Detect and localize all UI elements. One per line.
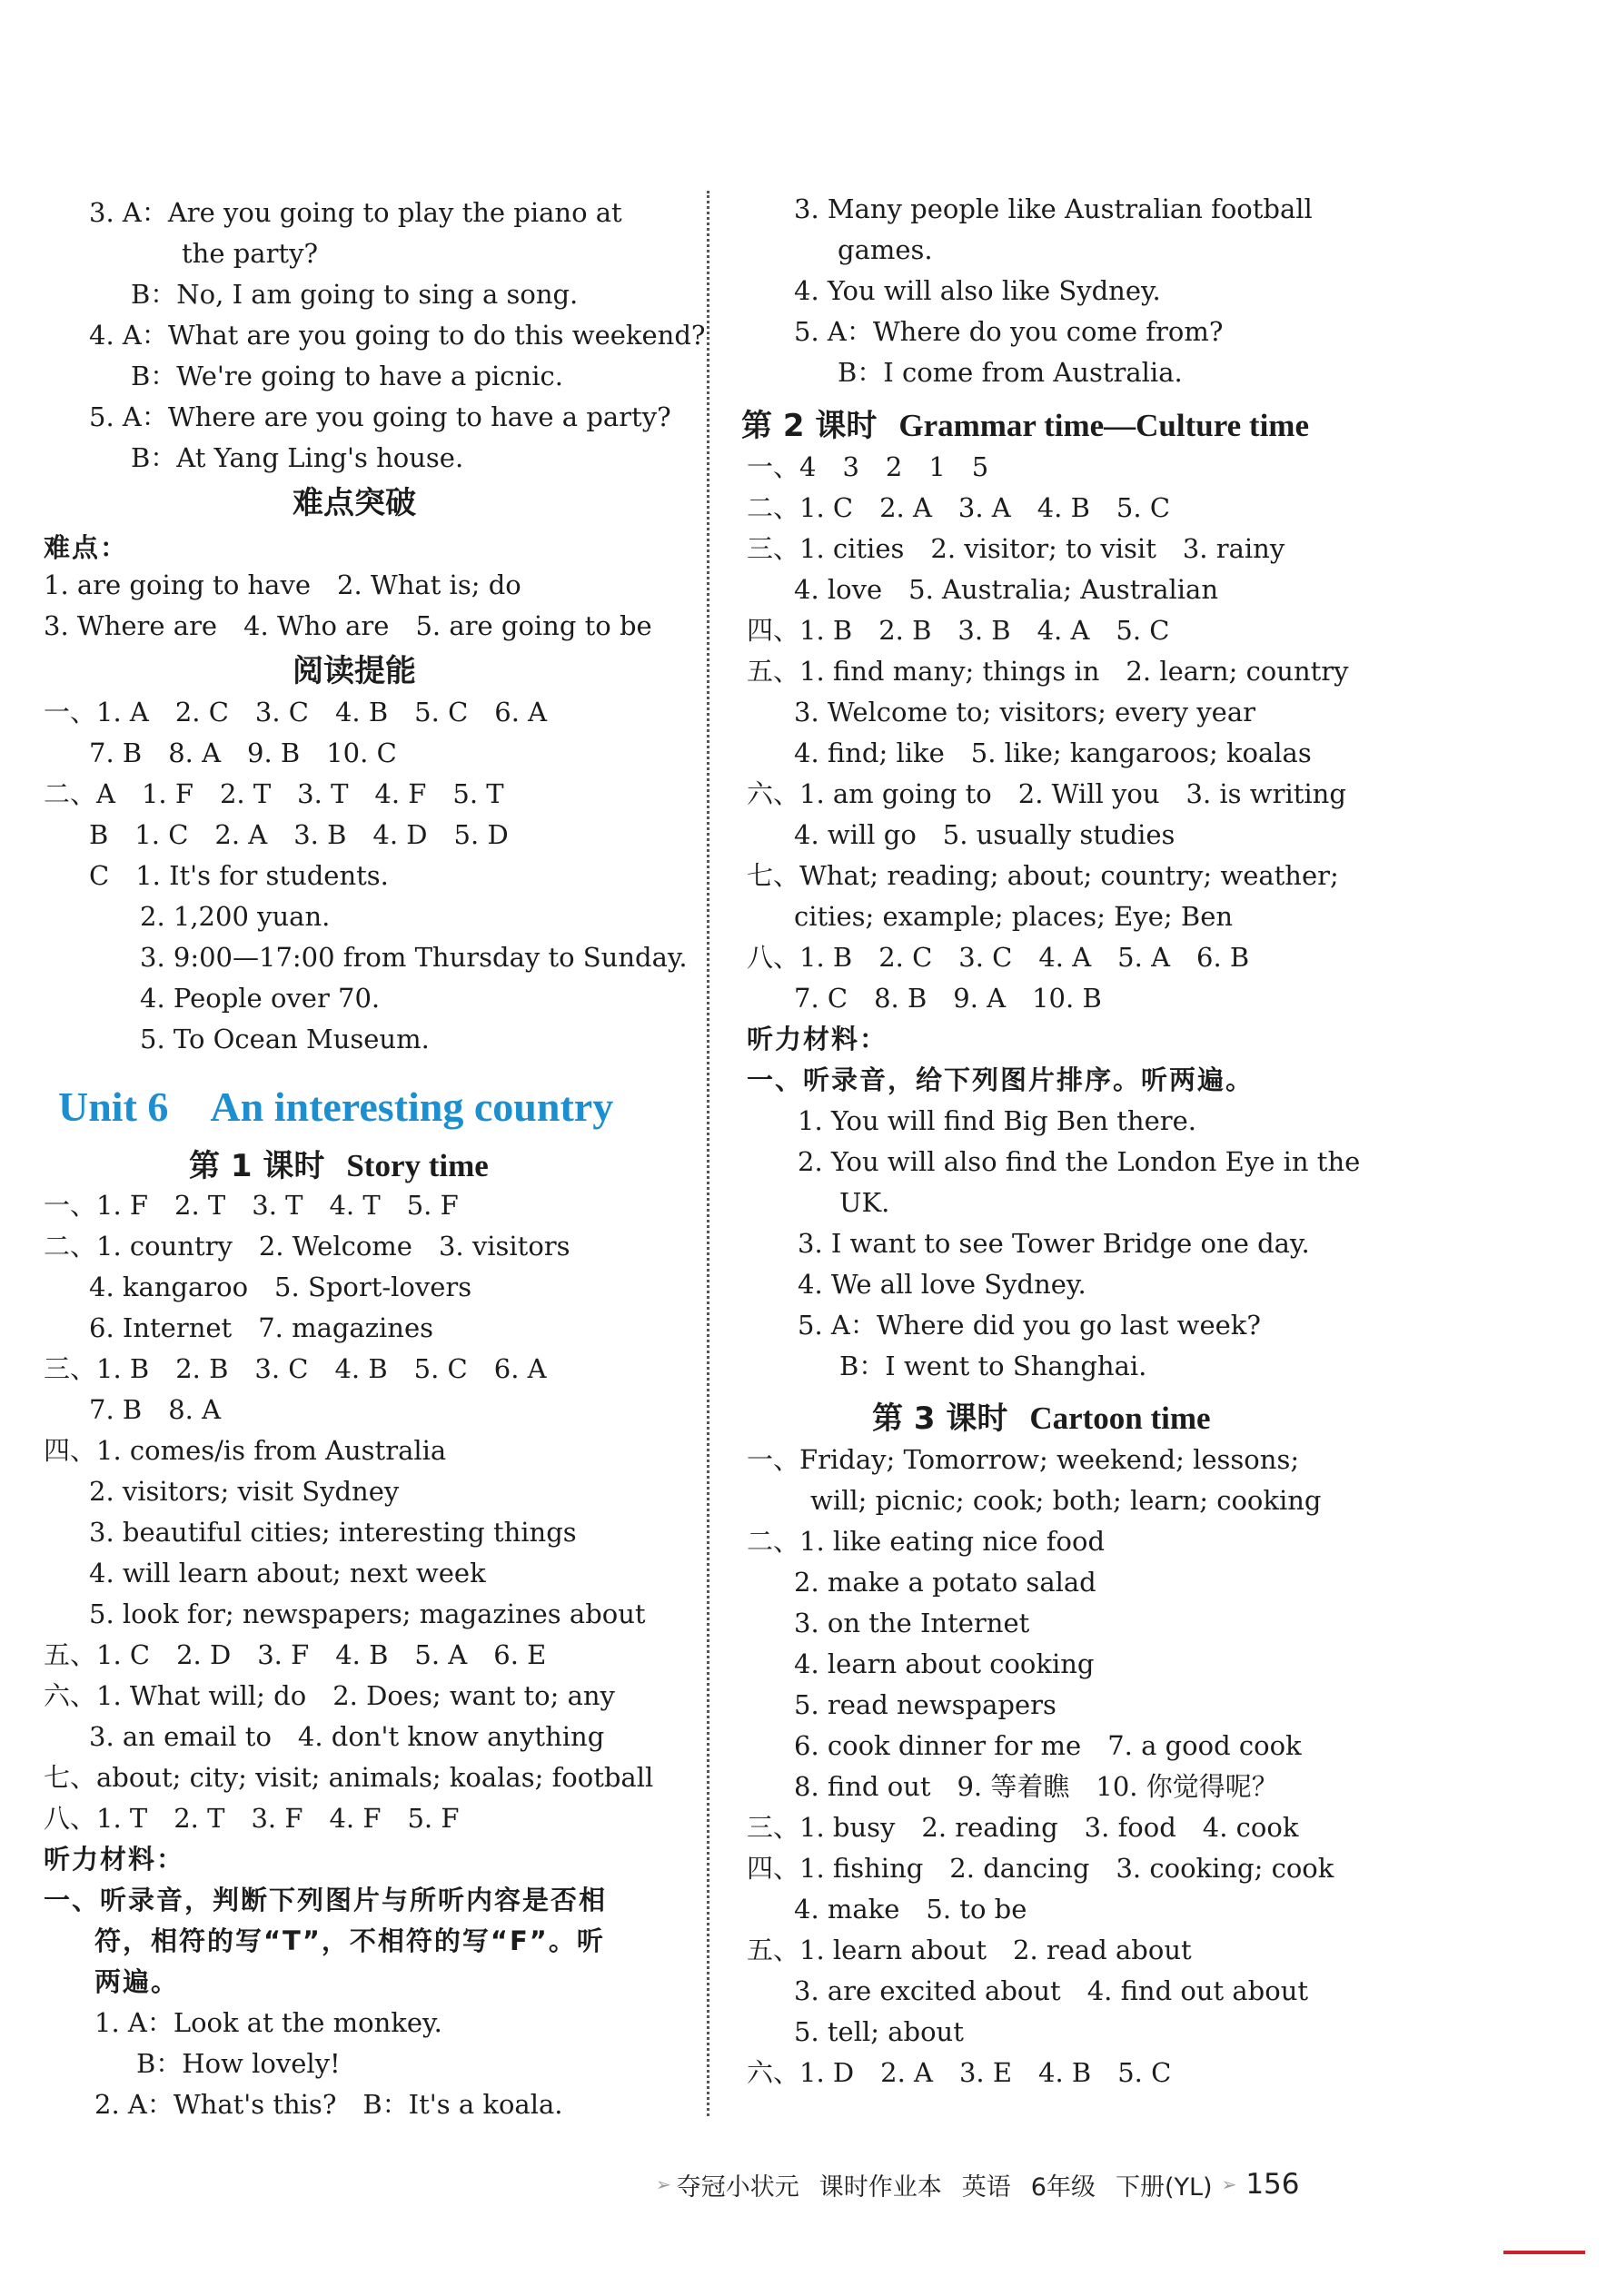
answer-line: 7. B 8. A	[89, 1394, 222, 1425]
answer-line: 2. You will also find the London Eye in the	[798, 1146, 1361, 1177]
answer-line: 5. A：Where do you come from?	[794, 316, 1224, 347]
lesson-number: 第 2 课时	[741, 408, 878, 444]
answer-line: 5. To Ocean Museum.	[140, 1024, 430, 1054]
answer-line: 3. beautiful cities; interesting things	[89, 1517, 577, 1548]
answer-line: 3. are excited about 4. find out about	[794, 1975, 1309, 2006]
answer-line: 5. read newspapers	[794, 1689, 1056, 1720]
answer-line: cities; example; places; Eye; Ben	[794, 901, 1234, 932]
footer-grade: 6年级	[1030, 2172, 1096, 2202]
section-heading-difficulty: 难点突破	[293, 485, 416, 521]
answer-line: will; picnic; cook; both; learn; cooking	[810, 1485, 1322, 1516]
answer-line: 2. make a potato salad	[794, 1567, 1096, 1598]
answer-line: B：How lovely!	[136, 2048, 341, 2079]
answer-line: B：I went to Shanghai.	[839, 1351, 1147, 1381]
answer-line: 三、1. B 2. B 3. C 4. B 5. C 6. A	[44, 1353, 547, 1384]
answer-line: B：At Yang Ling's house.	[131, 442, 464, 473]
answer-line: 七、about; city; visit; animals; koalas; football	[44, 1762, 654, 1793]
answer-line: 五、1. learn about 2. read about	[747, 1935, 1192, 1965]
answer-line: 4. love 5. Australia; Australian	[794, 574, 1219, 605]
answer-line: 7. C 8. B 9. A 10. B	[794, 983, 1102, 1014]
answer-line: 三、1. busy 2. reading 3. food 4. cook	[747, 1812, 1299, 1843]
lesson-heading	[872, 1393, 1211, 1438]
instruction-line: 一、听录音，判断下列图片与所听内容是否相	[44, 1885, 608, 1915]
arrow-right-icon: ➢	[656, 2173, 671, 2195]
answer-line: 一、1. F 2. T 3. T 4. T 5. F	[44, 1190, 459, 1221]
listening-label: 听力材料：	[747, 1024, 888, 1054]
answer-line: 4. find; like 5. like; kangaroos; koalas	[794, 737, 1312, 768]
answer-line: 2. visitors; visit Sydney	[89, 1476, 400, 1507]
answer-line: 二、1. C 2. A 3. A 4. B 5. C	[747, 492, 1171, 523]
answer-line: 1. A：Look at the monkey.	[94, 2007, 442, 2038]
arrow-right-icon: ➢	[1221, 2173, 1237, 2195]
answer-line: 一、Friday; Tomorrow; weekend; lessons;	[747, 1444, 1300, 1475]
answer-line: 3. on the Internet	[794, 1608, 1030, 1638]
answer-line: 七、What; reading; about; country; weather;	[747, 860, 1339, 891]
answer-line: games.	[838, 234, 933, 265]
answer-line: 二、1. country 2. Welcome 3. visitors	[44, 1231, 570, 1262]
answer-line: 3. A：Are you going to play the piano at	[89, 197, 622, 228]
answer-line: 5. tell; about	[794, 2016, 964, 2047]
answer-line: 4. will go 5. usually studies	[794, 819, 1175, 850]
answer-line: 五、1. C 2. D 3. F 4. B 5. A 6. E	[44, 1639, 547, 1670]
answer-line: UK.	[839, 1187, 890, 1218]
answer-line: 六、1. am going to 2. Will you 3. is writing	[747, 778, 1346, 809]
column-divider	[707, 191, 709, 2116]
answer-line: 4. make 5. to be	[794, 1894, 1027, 1925]
answer-line: B：I come from Australia.	[838, 357, 1183, 388]
answer-line: B：We're going to have a picnic.	[131, 361, 563, 391]
answer-line: B：No, I am going to sing a song.	[131, 279, 579, 310]
answer-line: 3. Many people like Australian football	[794, 193, 1313, 224]
answer-line: 八、1. B 2. C 3. C 4. A 5. A 6. B	[747, 942, 1250, 973]
answer-line: 八、1. T 2. T 3. F 4. F 5. F	[44, 1803, 460, 1834]
answer-line: the party?	[182, 238, 319, 269]
footer-volume: 下册(YL)	[1115, 2172, 1213, 2202]
answer-line: 6. Internet 7. magazines	[89, 1312, 433, 1343]
answer-line: 7. B 8. A 9. B 10. C	[89, 737, 397, 768]
answer-line: 3. 9:00—17:00 from Thursday to Sunday.	[140, 942, 688, 973]
answer-line: 5. A：Where are you going to have a party?	[89, 401, 671, 432]
answer-line: 一、4 3 2 1 5	[747, 451, 989, 482]
answer-line: 四、1. comes/is from Australia	[44, 1435, 447, 1466]
lesson-name: Story time	[346, 1148, 489, 1183]
answer-line: 4. A：What are you going to do this weekend?	[89, 320, 706, 351]
answer-line: 1. are going to have 2. What is; do	[44, 569, 521, 600]
answer-line: 五、1. find many; things in 2. learn; country	[747, 656, 1349, 687]
answer-line: 一、1. A 2. C 3. C 4. B 5. C 6. A	[44, 697, 548, 727]
lesson-number: 第 3 课时	[872, 1400, 1008, 1437]
answer-line: 4. We all love Sydney.	[798, 1269, 1086, 1300]
answer-line: 6. cook dinner for me 7. a good cook	[794, 1730, 1302, 1761]
answer-line: 四、1. B 2. B 3. B 4. A 5. C	[747, 615, 1170, 646]
section-heading-reading: 阅读提能	[293, 653, 416, 689]
footer-subject: 英语	[961, 2172, 1011, 2202]
page-number: 156	[1245, 2168, 1300, 2201]
answer-line: 4. You will also like Sydney.	[794, 275, 1161, 306]
page-footer	[650, 2166, 1300, 2202]
footer-book: 课时作业本	[818, 2172, 942, 2202]
footer-brand: 夺冠小状元	[676, 2172, 799, 2202]
answer-line: 8. find out 9. 等着瞧 10. 你觉得呢？	[794, 1771, 1278, 1802]
answer-line: 4. learn about cooking	[794, 1648, 1095, 1679]
answer-line: 3. Where are 4. Who are 5. are going to be	[44, 610, 652, 641]
lesson-name: Grammar time—Culture time	[898, 408, 1309, 443]
answer-line: 3. I want to see Tower Bridge one day.	[798, 1228, 1310, 1259]
answer-line: 3. Welcome to; visitors; every year	[794, 697, 1255, 727]
answer-line: 1. You will find Big Ben there.	[798, 1105, 1197, 1136]
answer-line: B 1. C 2. A 3. B 4. D 5. D	[89, 819, 509, 850]
lesson-heading	[741, 401, 1309, 445]
lesson-number: 第 1 课时	[189, 1148, 325, 1184]
instruction-line: 一、听录音，给下列图片排序。听两遍。	[747, 1064, 1255, 1095]
answer-line: 4. will learn about; next week	[89, 1558, 486, 1588]
answer-line: 二、A 1. F 2. T 3. T 4. F 5. T	[44, 778, 504, 809]
answer-line: 4. People over 70.	[140, 983, 381, 1014]
instruction-line: 两遍。	[94, 1966, 180, 1997]
instruction-line: 符，相符的写“T”，不相符的写“F”。听	[94, 1925, 605, 1956]
difficulty-label: 难点：	[44, 532, 129, 563]
footer-accent-bar	[1503, 2251, 1585, 2254]
answer-line: 2. 1,200 yuan.	[140, 901, 331, 932]
answer-line: 2. A：What's this? B：It's a koala.	[94, 2089, 563, 2120]
answer-line: 三、1. cities 2. visitor; to visit 3. rainy	[747, 533, 1285, 564]
answer-line: 四、1. fishing 2. dancing 3. cooking; cook	[747, 1853, 1334, 1884]
answer-line: C 1. It's for students.	[89, 860, 389, 891]
answer-line: 六、1. D 2. A 3. E 4. B 5. C	[747, 2057, 1172, 2088]
unit-title: Unit 6 An interesting country	[58, 1084, 614, 1130]
answer-line: 二、1. like eating nice food	[747, 1526, 1106, 1557]
answer-line: 5. A：Where did you go last week?	[798, 1310, 1261, 1341]
listening-label: 听力材料：	[44, 1844, 185, 1875]
answer-line: 4. kangaroo 5. Sport-lovers	[89, 1272, 472, 1302]
answer-line: 3. an email to 4. don't know anything	[89, 1721, 605, 1752]
answer-line: 5. look for; newspapers; magazines about	[89, 1598, 646, 1629]
lesson-name: Cartoon time	[1029, 1400, 1211, 1436]
answer-line: 六、1. What will; do 2. Does; want to; any	[44, 1680, 615, 1711]
lesson-heading	[189, 1141, 489, 1185]
